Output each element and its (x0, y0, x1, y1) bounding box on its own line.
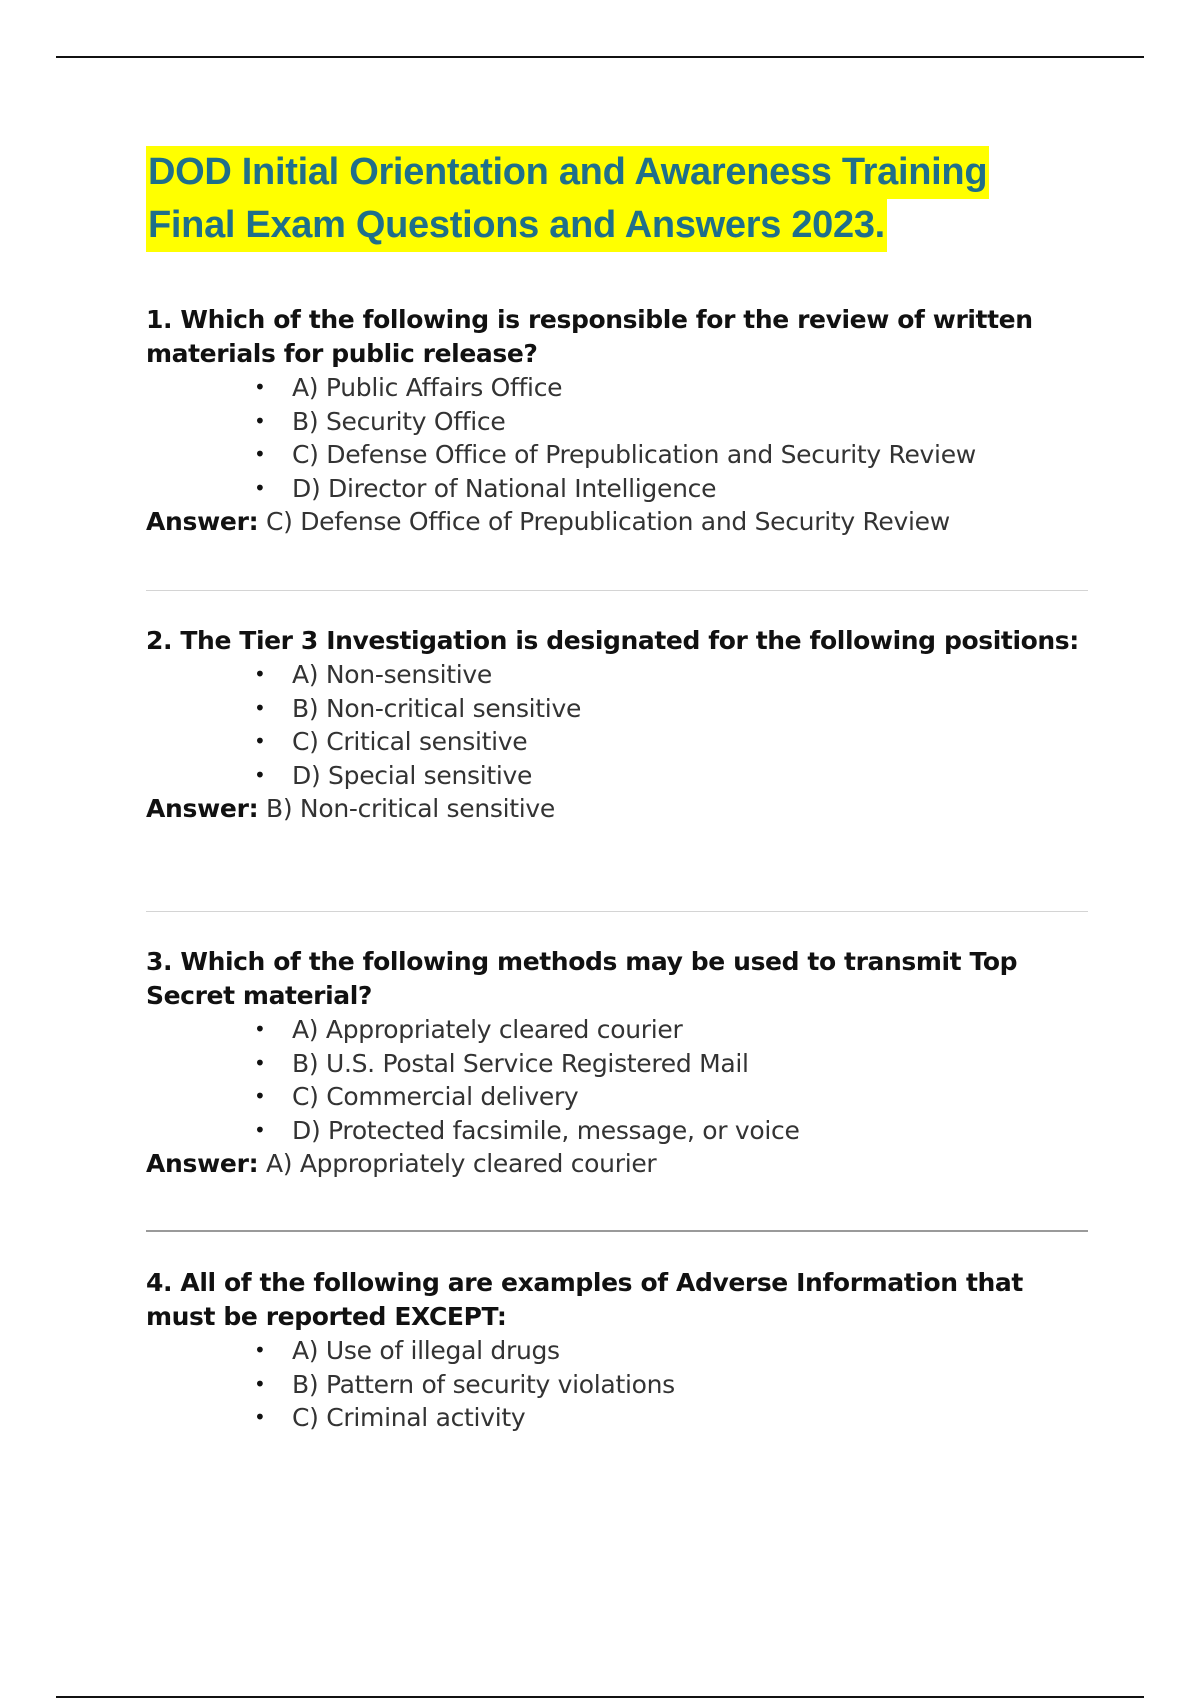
question-text: 4. All of the following are examples of Adverse Information that must be reported EXCEPT: (146, 1268, 1023, 1331)
answer-label: Answer: (146, 507, 259, 536)
answer-line (146, 1147, 1096, 1181)
title-line-1: DOD Initial Orientation and Awareness Training (146, 146, 989, 199)
bullet-icon: • (254, 408, 266, 433)
option-item: • A) Use of illegal drugs (146, 1334, 1096, 1368)
bullet-icon: • (254, 1017, 266, 1041)
question-text: 1. Which of the following is responsible for the review of written materials for public release? (146, 305, 1033, 368)
bullet-icon: • (254, 662, 266, 686)
option-item: • B) Security Office (146, 405, 1096, 439)
question-1 (146, 303, 1096, 539)
option-item: • C) Criminal activity (146, 1401, 1096, 1435)
option-item: • D) Protected facsimile, message, or voice (146, 1114, 1096, 1148)
bullet-icon: • (254, 1050, 266, 1075)
question-3 (146, 945, 1096, 1181)
divider (146, 1230, 1088, 1232)
answer-value: A) Appropriately cleared courier (265, 1149, 657, 1178)
title-line-2: Final Exam Questions and Answers 2023. (146, 199, 887, 252)
answer-label: Answer: (146, 1149, 259, 1178)
option-item: • B) Pattern of security violations (146, 1368, 1096, 1402)
option-item: • D) Director of National Intelligence (146, 472, 1096, 506)
options-list (146, 1334, 1096, 1435)
options-list (146, 658, 1096, 792)
bullet-icon: • (254, 1371, 266, 1396)
divider (146, 911, 1088, 912)
answer-line (146, 792, 1096, 826)
option-item: • A) Appropriately cleared courier (146, 1013, 1096, 1047)
question-text: 2. The Tier 3 Investigation is designated for the following positions: (146, 626, 1079, 655)
option-item: • C) Commercial delivery (146, 1080, 1096, 1114)
bullet-icon: • (254, 1405, 266, 1429)
divider (146, 590, 1088, 591)
question-text: 3. Which of the following methods may be used to transmit Top Secret material? (146, 947, 1018, 1010)
option-item: • A) Non-sensitive (146, 658, 1096, 692)
bullet-icon: • (254, 1117, 266, 1142)
option-item: • C) Defense Office of Prepublication and Security Review (146, 438, 1096, 472)
question-4 (146, 1266, 1096, 1435)
options-list (146, 371, 1096, 505)
option-item: • D) Special sensitive (146, 759, 1096, 793)
bullet-icon: • (254, 375, 266, 399)
answer-line (146, 505, 1096, 539)
top-rule (56, 56, 1144, 58)
option-item: • B) Non-critical sensitive (146, 692, 1096, 726)
answer-value: B) Non-critical sensitive (265, 794, 556, 823)
option-item: • C) Critical sensitive (146, 725, 1096, 759)
document-title (146, 146, 1146, 252)
question-2 (146, 624, 1096, 826)
answer-value: C) Defense Office of Prepublication and Security Review (265, 507, 950, 536)
answer-label: Answer: (146, 794, 259, 823)
bullet-icon: • (254, 1084, 266, 1108)
bottom-rule (56, 1696, 1144, 1698)
bullet-icon: • (254, 1338, 266, 1362)
option-item: • A) Public Affairs Office (146, 371, 1096, 405)
bullet-icon: • (254, 695, 266, 720)
bullet-icon: • (254, 475, 266, 500)
options-list (146, 1013, 1096, 1147)
bullet-icon: • (254, 442, 266, 466)
bullet-icon: • (254, 762, 266, 787)
option-item: • B) U.S. Postal Service Registered Mail (146, 1047, 1096, 1081)
bullet-icon: • (254, 729, 266, 753)
